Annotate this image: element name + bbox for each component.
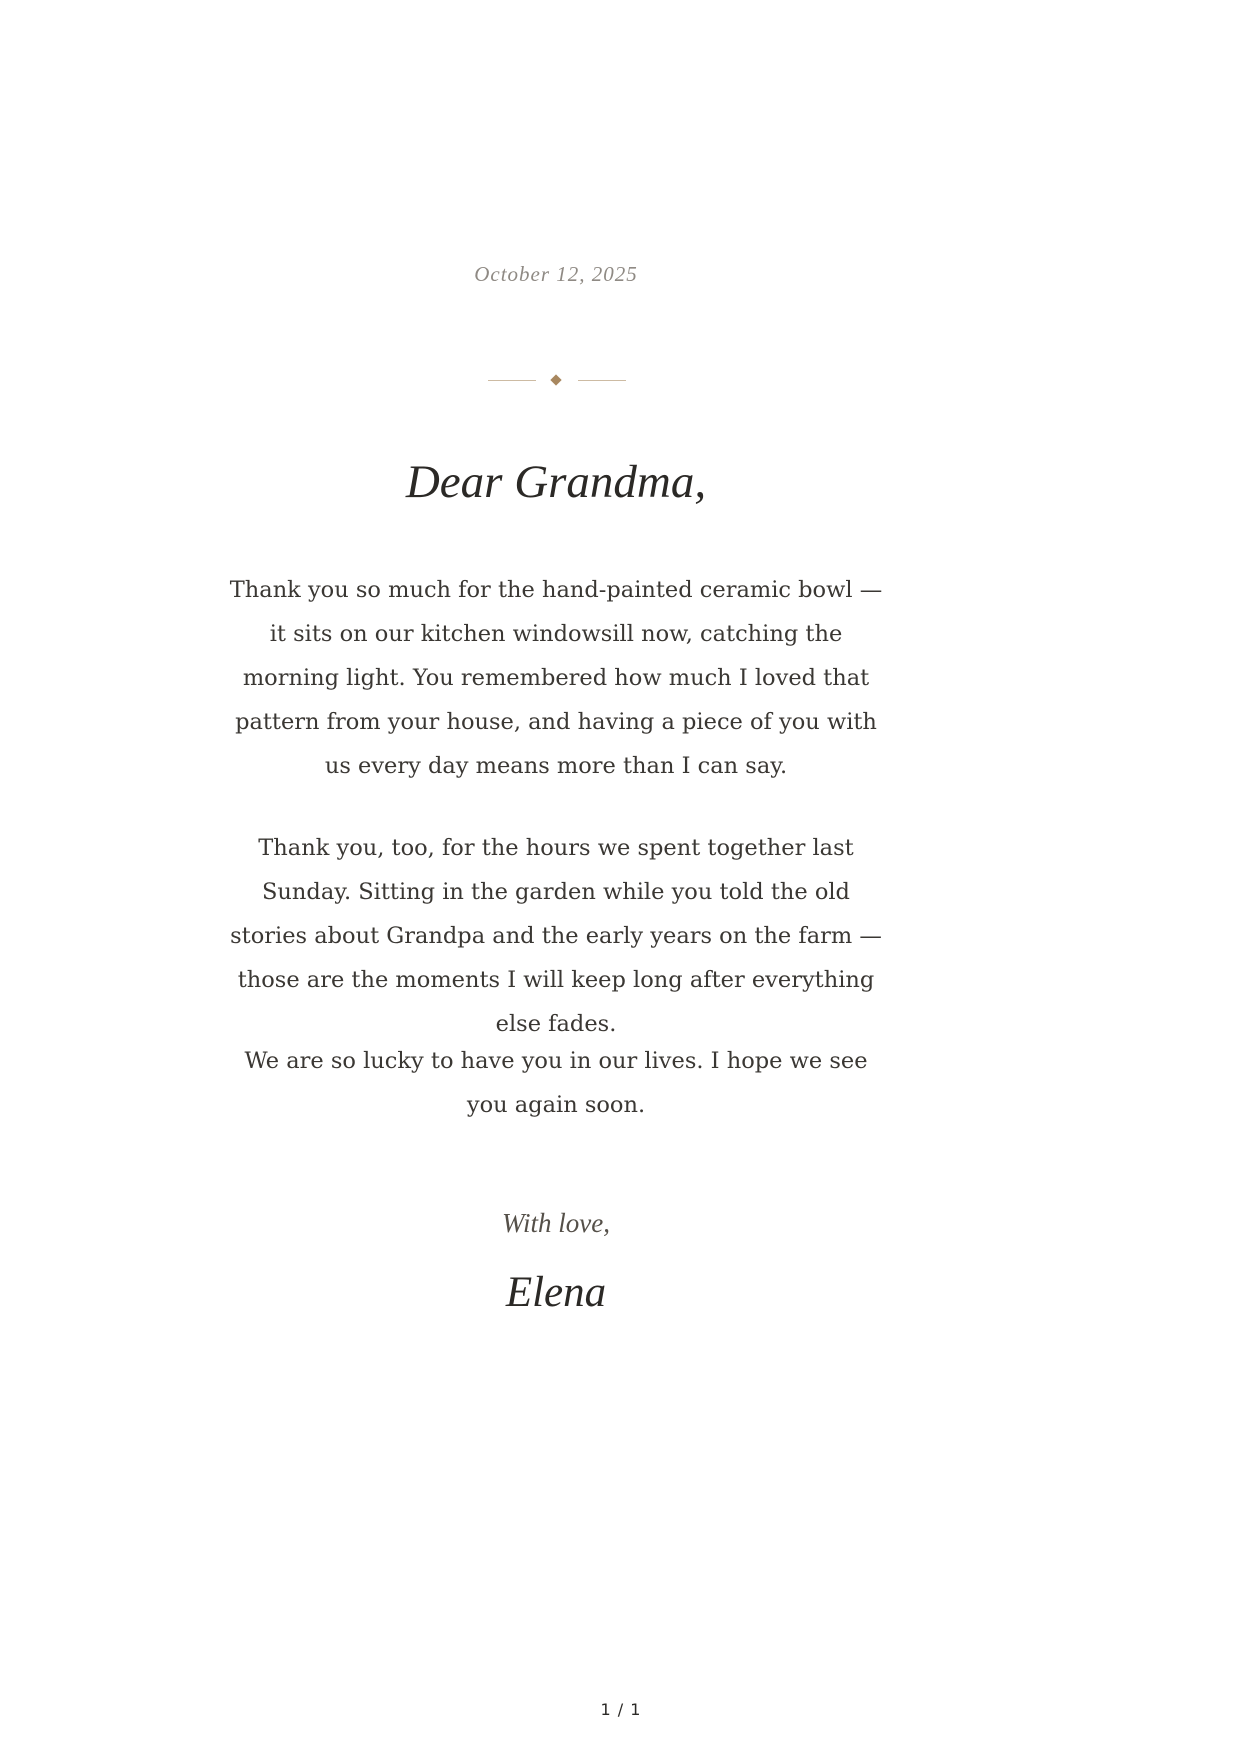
letter-closing: With love, xyxy=(502,1208,610,1238)
letter-paragraph-1: Thank you so much for the hand-painted ceramic bowl — it sits on our kitchen windowsill now, catching the morning light. You remembered how much I loved that pattern from your house, and having a piece of you with us every day means more than I can say. xyxy=(229,577,883,779)
page-number: 1 / 1 xyxy=(600,1700,642,1719)
letter-paragraph-3: We are so lucky to have you in our lives. I hope we see you again soon. xyxy=(244,1048,868,1118)
letter-signature: Elena xyxy=(505,1269,607,1316)
letter-salutation: Dear Grandma, xyxy=(405,456,707,508)
divider-ornament xyxy=(488,371,628,391)
ornament-line-right xyxy=(578,380,626,381)
ornament-line-left xyxy=(488,380,536,381)
letter-paragraph-2: Thank you, too, for the hours we spent together last Sunday. Sitting in the garden while you told the old stories about Grandpa and the early years on the farm — those are the moments I will keep long after everything else fades. xyxy=(230,835,882,1037)
diamond-icon xyxy=(550,374,561,385)
letter-date: October 12, 2025 xyxy=(474,262,638,286)
